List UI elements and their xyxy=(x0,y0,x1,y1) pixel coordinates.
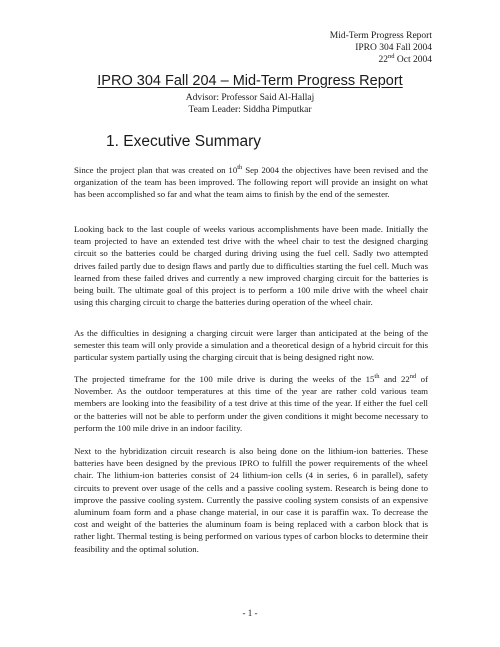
paragraph-difficulties: As the difficulties in designing a charging circuit were larger than anticipated at the being of the semester this team will only provide a simulation and a theoretical design of a hybrid circuit for this particular system partially using the charging circuit that is being designed right now. xyxy=(74,328,428,363)
page-number: - 1 - xyxy=(242,608,258,618)
paragraph-batteries: Next to the hybridization circuit research is also being done on the lithium-ion batteries. These batteries have been designed by the previous IPRO to fulfill the power requirements of the wheel chair. The lithium-ion batteries consist of 24 lithium-ion cells (4 in series, 6 in parallel), safety circuits to prevent over usage of the cells and a passive cooling system. Research is being done to improve the passive cooling system. Currently the passive cooling system consists of an expensive aluminum foam form and a phase change material, in our case it is paraffin wax. To decrease the cost and weight of the batteries the aluminum foam is being replaced with a carbon block that is rather light. Thermal testing is being performed on various types of carbon blocks to determine their feasibility and the optimal solution. xyxy=(74,446,428,554)
header-date: 22nd Oct 2004 xyxy=(378,52,432,65)
section-heading: 1. Executive Summary xyxy=(106,133,262,150)
advisor-line: Advisor: Professor Said Al-Hallaj xyxy=(185,93,315,103)
paragraph-project-plan: Since the project plan that was created on 10th Sep 2004 the objectives have been revised and the organization of the team has been improved. The following report will provide an insight on what has been accomplished so far and what the team aims to finish by the end of the semester. xyxy=(74,164,429,200)
document-title: IPRO 304 Fall 204 – Mid-Term Progress Report xyxy=(97,73,403,89)
paragraph-timeframe: The projected timeframe for the 100 mile drive is during the weeks of the 15th and 22nd of November. As the outdoor temperatures at this time of the year are rather cold various team members are looking into the feasibility of a test drive at this time of the year. If either the fuel cell or the batteries will not be able to perform under the given conditions it might become necessary to perform the 100 mile drive in an indoor facility. xyxy=(74,373,429,433)
paragraph-accomplishments: Looking back to the last couple of weeks various accomplishments have been made. Initially the team projected to have an extended test drive with the wheel chair to test the designed charging circuit so the batteries could be charged during driving using the fuel cell. Sadly two attempted drives failed partly due to design flaws and partly due to difficulties starting the fuel cell. Much was learned from these failed drives and currently a new improved charging circuit for the batteries is being built. The ultimate goal of this project is to perform a 100 mile drive with the wheel chair using this charging circuit to charge the batteries during operation of the wheel chair. xyxy=(74,224,428,308)
team-leader-line: Team Leader: Siddha Pimputkar xyxy=(188,105,312,115)
running-header xyxy=(330,30,432,66)
header-report-name: Mid-Term Progress Report xyxy=(329,31,432,41)
header-course: IPRO 304 Fall 2004 xyxy=(355,43,432,53)
